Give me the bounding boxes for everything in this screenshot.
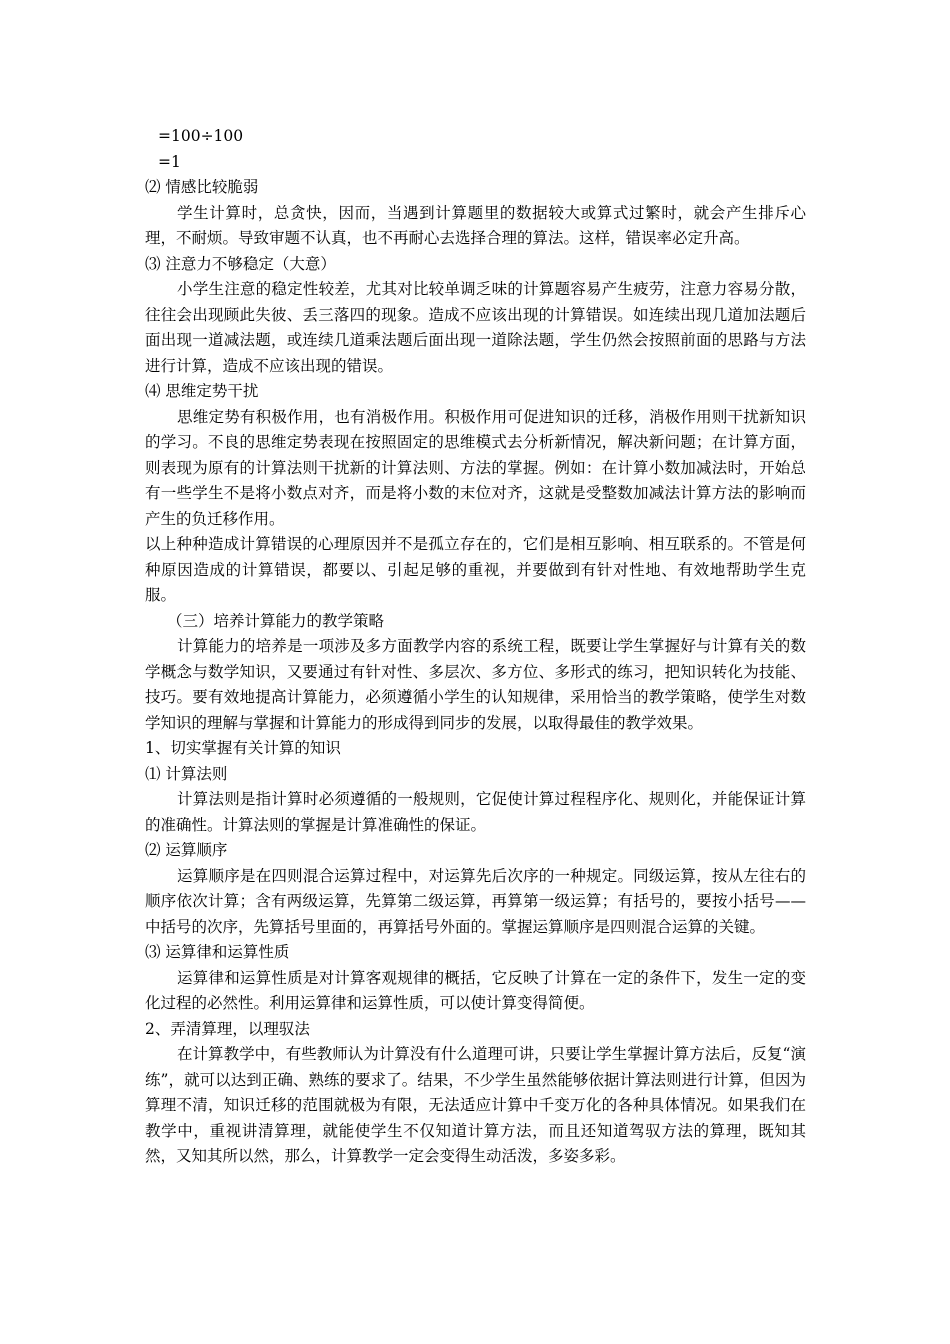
equation-line: =100÷100 — [158, 127, 244, 145]
paragraph: 学生计算时，总贪快，因而，当遇到计算题里的数据较大或算式过繁时，就会产生排斥心理，不耐烦。导致审题不认真，也不再耐心去选择合理的算法。这样，错误率必定升高。 — [145, 203, 806, 247]
subheading: ⑷ 思维定势干扰 — [145, 382, 259, 400]
subheading: ⑴ 计算法则 — [145, 764, 228, 783]
subheading: ⑵ 情感比较脆弱 — [145, 178, 259, 196]
paragraph: 思维定势有积极作用，也有消极作用。积极作用可促进知识的迁移，消极作用则干扰新知识的学习。不良的思维定势表现在按照固定的思维模式去分析新情况，解决新问题；在计算方面，则表现为原有的计算法则干扰新的计算法则、方法的掌握。例如：在计算小数加减法时，开始总有一些学生不是将小数点对齐，而是将小数的末位对齐，这就是受整数加减法计算方法的影响而产生的负迁移作用。 — [145, 407, 806, 528]
paragraph: 运算顺序是在四则混合运算过程中，对运算先后次序的一种规定。同级运算，按从左往右的顺序依次计算；含有两级运算，先算第二级运算，再算第一级运算；有括号的，要按小括号——中括号的次序，先算括号里面的，再算括号外面的。掌握运算顺序是四则混合运算的关键。 — [145, 866, 806, 936]
paragraph: 以上种种造成计算错误的心理原因并不是孤立存在的，它们是相互影响、相互联系的。不管是何种原因造成的计算错误，都要以、引起足够的重视，并要做到有针对性地、有效地帮助学生克服。 — [145, 535, 806, 604]
paragraph: 计算能力的培养是一项涉及多方面教学内容的系统工程，既要让学生掌握好与计算有关的数学概念与数学知识，又要通过有针对性、多层次、多方位、多形式的练习，把知识转化为技能、技巧。要有效地提高计算能力，必须遵循小学生的认知规律，采用恰当的教学策略，使学生对数学知识的理解与掌握和计算能力的形成得到同步的发展，以取得最佳的教学效果。 — [145, 637, 806, 732]
subheading: ⑶ 注意力不够稳定（大意） — [145, 254, 336, 273]
subheading: ⑶ 运算律和运算性质 — [145, 943, 290, 961]
subheading: 1、切实掌握有关计算的知识 — [145, 739, 341, 757]
paragraph: 计算法则是指计算时必须遵循的一般规则，它促使计算过程程序化、规则化，并能保证计算的准确性。计算法则的掌握是计算准确性的保证。 — [145, 790, 806, 834]
paragraph: 运算律和运算性质是对计算客观规律的概括，它反映了计算在一定的条件下，发生一定的变化过程的必然性。利用运算律和运算性质，可以使计算变得简便。 — [145, 968, 806, 1012]
subheading: 2、弄清算理，以理驭法 — [145, 1019, 310, 1038]
paragraph: 在计算教学中，有些教师认为计算没有什么道理可讲，只要让学生掌握计算方法后，反复“演练”，就可以达到正确、熟练的要求了。结果，不少学生虽然能够依据计算法则进行计算，但因为算理不清，知识迁移的范围就极为有限，无法适应计算中千变万化的各种具体情况。如果我们在教学中，重视讲清算理，就能使学生不仅知道计算方法，而且还知道驾驭方法的算理，既知其然，又知其所以然，那么，计算教学一定会变得生动活泼，多姿多彩。 — [145, 1045, 806, 1165]
paragraph: 小学生注意的稳定性较差，尤其对比较单调乏味的计算题容易产生疲劳，注意力容易分散，往往会出现顾此失彼、丢三落四的现象。造成不应该出现的计算错误。如连续出现几道加法题后面出现一道减法题，或连续几道乘法题后面出现一道除法题，学生仍然会按照前面的思路与方法进行计算，造成不应该出现的错误。 — [145, 280, 806, 375]
subheading: ⑵ 运算顺序 — [145, 841, 228, 859]
section-heading: （三）培养计算能力的教学策略 — [167, 611, 385, 630]
equation-line: =1 — [158, 152, 181, 171]
